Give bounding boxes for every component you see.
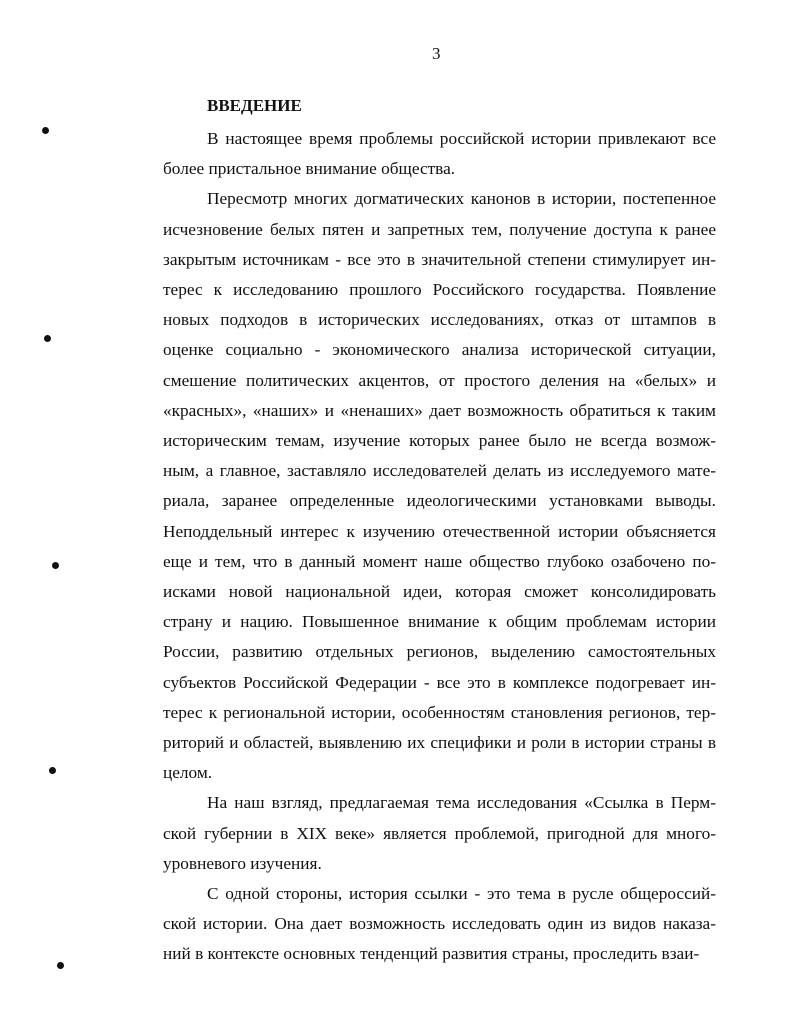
text-line: терес к региональной истории, особенностям становления регионов, тер- [163,702,716,722]
text-line: риторий и областей, выявлению их специфики и роли в истории страны в [163,733,716,752]
text-line: исками новой национальной идеи, которая сможет консолидировать [163,582,716,601]
text-line: оценке социально - экономического анализа исторической ситуации, [163,340,716,360]
text-line: уровневого изучения. [163,853,322,873]
text-line: закрытым источникам - все это в значительной степени стимулирует ин- [163,249,716,269]
text-line: субъектов Российской Федерации - все это в комплексе подогревает ин- [163,672,716,692]
text-line: новых подходов в исторических исследованиях, отказ от штампов в [163,310,716,330]
text-line: страну и нацию. Повышенное внимание к общим проблемам истории [163,612,716,632]
text-line: Неподдельный интерес к изучению отечественной истории объясняется [163,521,716,541]
text-line: На наш взгляд, предлагаемая тема исследования «Ссылка в Перм- [207,793,716,813]
scan-mark [52,562,59,569]
text-line: ской истории. Она дает возможность исследовать один из видов наказа- [163,914,716,934]
text-line: терес к исследованию прошлого Российского государства. Появление [163,280,716,299]
text-line: смешение политических акцентов, от простого деления на «белых» и [163,370,716,390]
scan-mark [44,335,51,342]
text-line: С одной стороны, история ссылки - это тема в русле общероссий- [207,884,716,903]
text-line: риала, заранее определенные идеологическими установками выводы. [163,491,716,511]
text-line: Пересмотр многих догматических канонов в истории, постепенное [207,189,716,209]
text-line: еще и тем, что в данный момент наше общество глубоко озабочено по- [163,551,716,571]
text-line: России, развитию отдельных регионов, выделению самостоятельных [163,642,716,662]
text-line: ний в контексте основных тенденций развития страны, проследить взаи- [163,944,700,964]
scan-mark [57,962,64,969]
text-line: В настоящее время проблемы российской истории привлекают все [207,129,716,148]
text-line: ской губернии в XIX веке» является проблемой, пригодной для много- [163,823,716,843]
section-title: ВВЕДЕНИЕ [207,96,302,115]
text-line: целом. [163,763,213,783]
text-line: «красных», «наших» и «ненаших» дает возможность обратиться к таким [163,400,716,420]
scan-mark [42,127,49,134]
text-line: более пристальное внимание общества. [163,159,456,179]
page-number: 3 [432,44,441,63]
text-line: ным, а главное, заставляло исследователей делать из исследуемого мате- [163,461,716,481]
text-line: исчезновение белых пятен и запретных тем, получение доступа к ранее [163,219,716,239]
text-line: историческим темам, изучение которых ранее было не всегда возмож- [163,431,716,450]
scan-mark [49,767,56,774]
